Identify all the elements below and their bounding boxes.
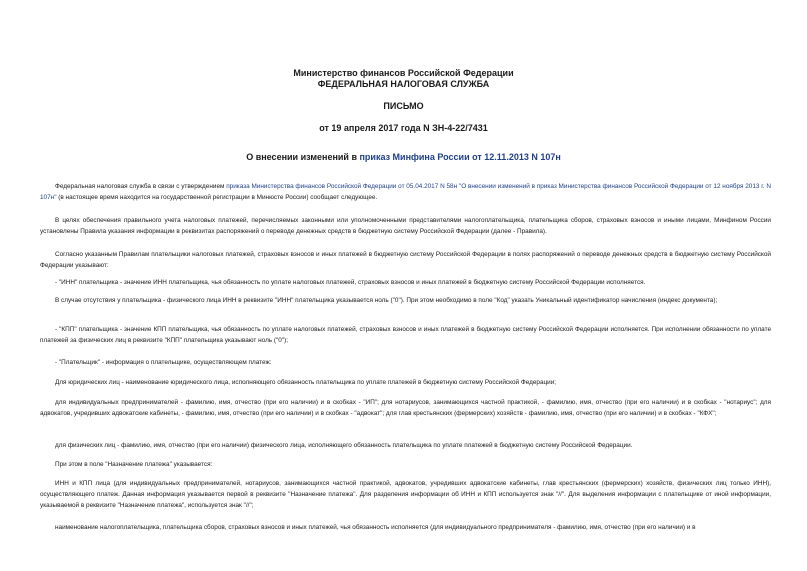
paragraph-9: для индивидуальных предпринимателей - фамилию, имя, отчество (при его наличии) и в скобках - "ИП"; для нотариусов, занимающихся частной практикой, - фамилию, имя, отчество (при его наличии) и в скобках - "нотариус"; для адвокатов, учредивших адвокатские кабинеты, - фамилию, имя, отчество (при его наличии) и в скобках - "адвокат"; для глав крестьянских (фермерских) хозяйств - фамилию, имя, отчество (при его наличии) и в скобках - "КФХ"; (40, 399, 771, 417)
paragraph-6: - "КПП" плательщика - значение КПП плательщика, чья обязанность по уплате налоговых платежей, страховых взносов и иных платежей в бюджетную систему Российской Федерации исполняется. При исполнении обязанности по уплате платежей за физических лиц в реквизите "КПП" плательщика указывают ноль ("0"); (40, 326, 771, 344)
p1-after: (в настоящее время находится на государственной регистрации в Минюсте России) сообщает следующее. (56, 194, 378, 201)
service-title: ФЕДЕРАЛЬНАЯ НАЛОГОВАЯ СЛУЖБА (317, 79, 490, 89)
ministry-title: Министерство финансов Российской Федерации (293, 68, 514, 78)
subject-prefix: О внесении изменений в (246, 152, 360, 162)
paragraph-7: - "Плательщик" - информация о плательщике, осуществляющем платеж: (55, 359, 272, 366)
paragraph-11: При этом в поле "Назначение платежа" указывается: (55, 461, 213, 468)
paragraph-2: В целях обеспечения правильного учета налоговых платежей, перечисляемых законными или уполномоченными представителями налогоплательщика, плательщика сборов, страховых взносов и иными лицами, Минфином России установлены Правила указания информации в реквизитах распоряжений о переводе денежных средств в бюджетную систему Российской Федерации (далее - Правила). (40, 217, 771, 235)
document-date-number: от 19 апреля 2017 года N ЗН-4-22/7431 (319, 123, 488, 133)
paragraph-1 (40, 181, 771, 203)
document-subject (0, 152, 807, 163)
paragraph-4: - "ИНН" плательщика - значение ИНН плательщика, чья обязанность по уплате налоговых платежей, страховых взносов и иных платежей в бюджетную систему Российской Федерации исполняется. (55, 279, 646, 286)
document-type: ПИСЬМО (383, 101, 424, 111)
paragraph-3: Согласно указанным Правилам плательщики налоговых платежей, страховых взносов и иных платежей в бюджетную систему Российской Федерации в полях распоряжений о переводе денежных средств в бюджетную систему Российской Федерации указывают: (40, 251, 771, 269)
paragraph-8: Для юридических лиц - наименование юридического лица, исполняющего обязанность плательщика по уплате платежей в бюджетную систему Российской Федерации; (55, 379, 557, 386)
order-58n-link[interactable]: приказа Министерства финансов Российской Федерации от 05.04.2017 N 58н "О внесении изменений в приказ Министерства финансов Российской Федерации от 12 ноября 2013 г. N 107н" (40, 183, 771, 201)
subject-order-link[interactable]: приказ Минфина России от 12.11.2013 N 107н (359, 152, 561, 162)
p1-before: Федеральная налоговая служба в связи с утверждением (55, 183, 227, 190)
paragraph-10: для физических лиц - фамилию, имя, отчество (при его наличии) физического лица, исполняющего обязанность плательщика по уплате платежей в бюджетную систему Российской Федерации. (55, 442, 633, 449)
paragraph-13: наименование налогоплательщика, плательщика сборов, страховых взносов и иных платежей, чья обязанность исполняется (для индивидуального предпринимателя - фамилию, имя, отчество (при его наличии) и в (55, 524, 696, 531)
paragraph-5: В случае отсутствия у плательщика - физического лица ИНН в реквизите "ИНН" плательщика указывается ноль ("0"). При этом необходимо в поле "Код" указать Уникальный идентификатор начисления (индекс документа); (55, 297, 718, 304)
paragraph-12: ИНН и КПП лица (для индивидуальных предпринимателей, нотариусов, занимающихся частной практикой, адвокатов, учредивших адвокатские кабинеты, глав крестьянских (фермерских) хозяйств, физических лиц только ИНН), осуществляющего платеж. Данная информация указывается первой в реквизите "Назначение платежа". Для разделения информации об ИНН и КПП используется знак "//". Для выделения информации с плательщике от иной информации, указываемой в реквизите "Назначение платежа", используется знак "//"; (40, 480, 771, 509)
